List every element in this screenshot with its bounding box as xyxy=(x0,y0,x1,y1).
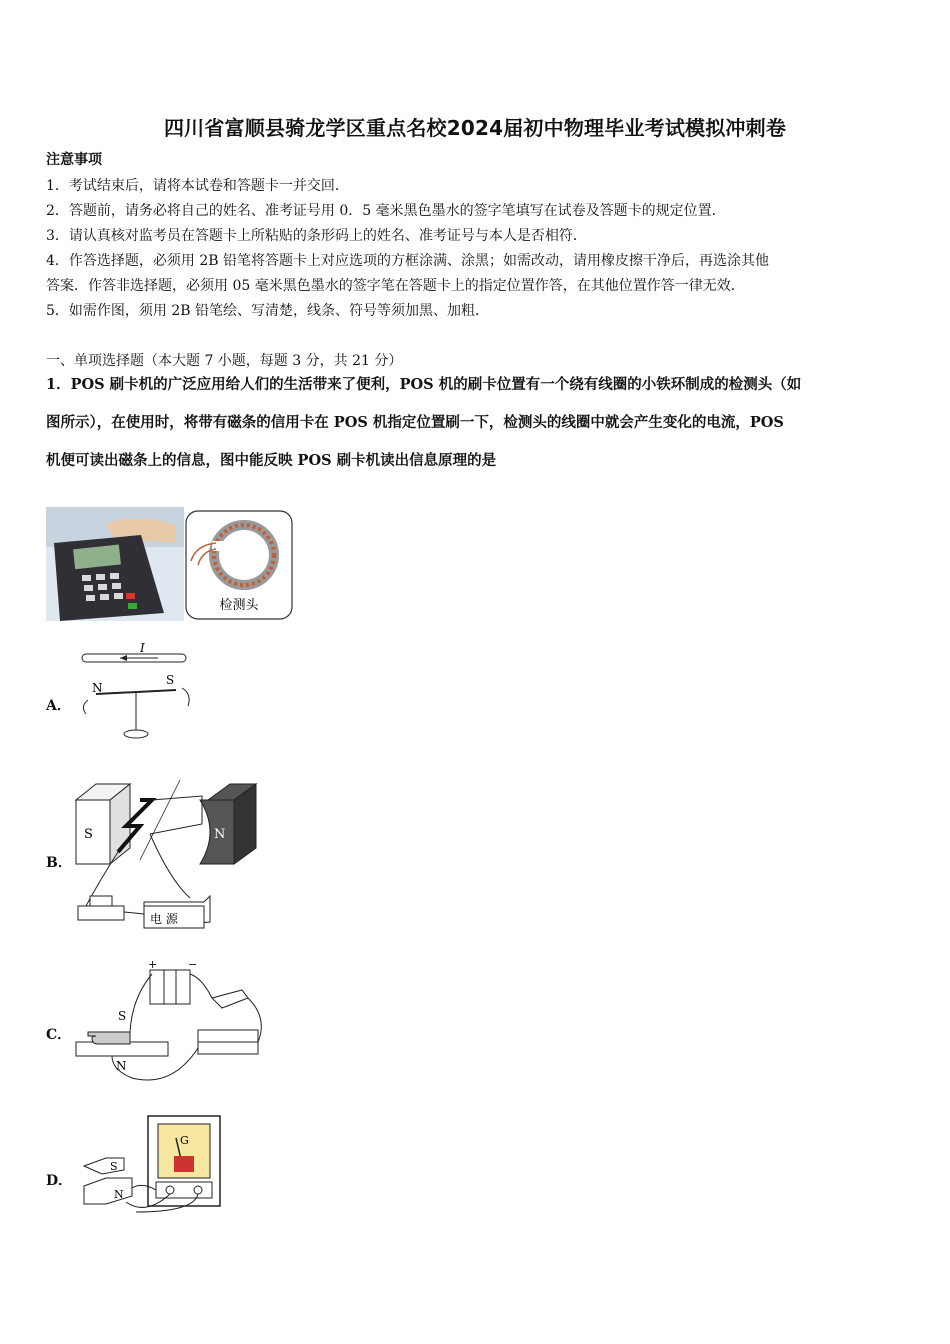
magnet-south-label: S xyxy=(118,1009,127,1023)
option-a-figure xyxy=(70,640,200,749)
notice-heading: 注意事项 xyxy=(46,152,102,168)
section-heading: 一、单项选择题（本大题 7 小题，每题 3 分，共 21 分） xyxy=(46,353,403,369)
battery-minus-label: − xyxy=(188,958,198,971)
north-pole-label: N xyxy=(92,681,103,695)
south-pole-label: S xyxy=(166,673,175,687)
option-d-label: D． xyxy=(46,1173,73,1189)
magnet-north-label: N xyxy=(114,1188,124,1201)
magnet-south-label: S xyxy=(110,1160,118,1173)
notice-item: 3．请认真核对监考员在答题卡上所粘贴的条形码上的姓名、准考证号与本人是否相符． xyxy=(46,228,587,244)
notice-item: 4．作答选择题，必须用 2B 铅笔将答题卡上对应选项的方框涂满、涂黑；如需改动，请用橡皮擦干净后，再选涂其他 xyxy=(46,253,769,269)
notice-item: 答案．作答非选择题，必须用 05 毫米黑色墨水的签字笔在答题卡上的指定位置作答，在其他位置作答一律无效． xyxy=(46,278,745,294)
galvanometer-label: G xyxy=(180,1134,189,1147)
option-c-figure xyxy=(72,958,272,1092)
notice-item: 5．如需作图，须用 2B 铅笔绘、写清楚，线条、符号等须加黑、加粗． xyxy=(46,303,490,319)
option-b-figure xyxy=(70,780,260,939)
question-1-line: 机便可读出磁条上的信息，图中能反映 POS 刷卡机读出信息原理的是 xyxy=(46,452,497,469)
pos-figure-label: 检测头 xyxy=(219,598,259,613)
magnet-north-label: N xyxy=(116,1059,127,1073)
magnet-south-label: S xyxy=(84,827,93,842)
option-b-label: B． xyxy=(46,855,72,871)
option-a-label: A． xyxy=(46,698,71,714)
notice-item: 1．考试结束后，请将本试卷和答题卡一并交回． xyxy=(46,178,349,194)
question-1-line: 图所示），在使用时，将带有磁条的信用卡在 POS 机指定位置刷一下，检测头的线圈中就会产生变化的电流，POS xyxy=(46,414,784,431)
magnet-north-label: N xyxy=(214,827,226,842)
power-source-label: 电 源 xyxy=(150,912,178,926)
battery-plus-label: + xyxy=(148,958,158,971)
question-1-line: 1．POS 刷卡机的广泛应用给人们的生活带来了便利，POS 机的刷卡位置有一个绕有线圈的小铁环制成的检测头（如 xyxy=(46,376,802,393)
current-label: I xyxy=(140,641,145,655)
pos-figure xyxy=(46,503,296,627)
option-d-figure xyxy=(76,1112,226,1226)
notice-item: 2．答题前，请务必将自己的姓名、准考证号用 0．5 毫米黑色墨水的签字笔填写在试卷及答题卡的规定位置． xyxy=(46,203,726,219)
page-title: 四川省富顺县骑龙学区重点名校2024届初中物理毕业考试模拟冲刺卷 xyxy=(163,116,787,140)
option-c-label: C． xyxy=(46,1027,72,1043)
